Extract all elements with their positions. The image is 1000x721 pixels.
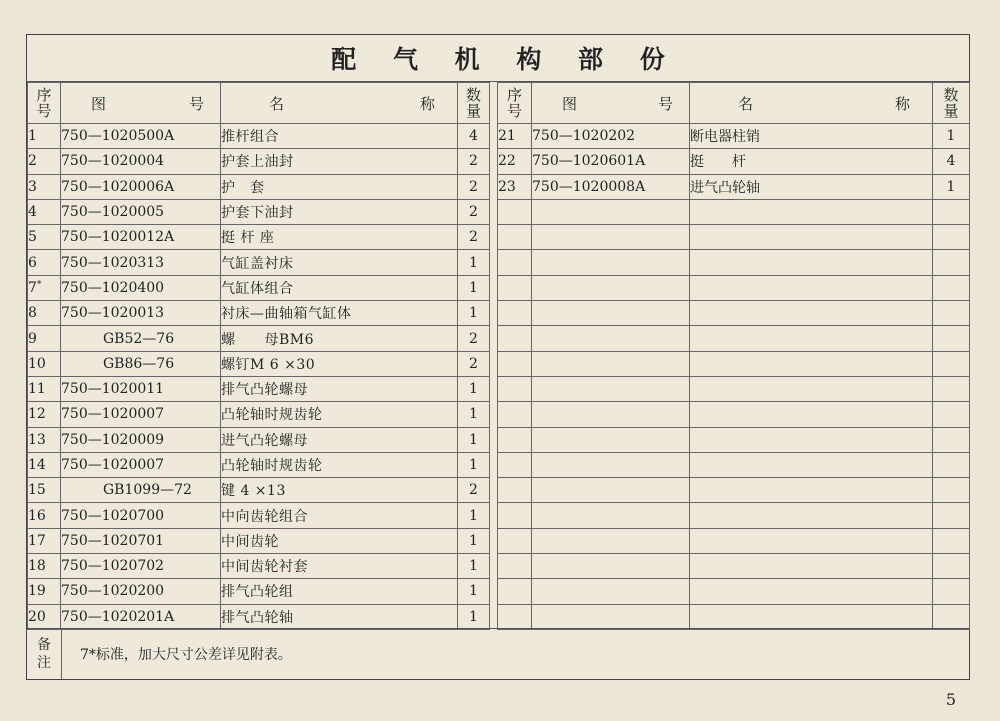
column-gap [490,604,498,629]
part-qty: 1 [458,528,490,553]
empty-cell [933,503,970,528]
part-code: 750—1020009 [61,427,221,452]
part-name: 气缸盖衬床 [221,250,458,275]
table-row [28,124,970,149]
empty-cell [532,528,690,553]
part-name: 凸轮轴时规齿轮 [221,452,458,477]
table-row [28,528,970,553]
row-number: 6 [28,250,61,275]
empty-cell [532,351,690,376]
table-row [28,427,970,452]
empty-cell [933,275,970,300]
row-number: 11 [28,376,61,401]
column-gap [490,199,498,224]
table-row [28,275,970,300]
table-row [28,174,970,199]
part-qty: 2 [458,225,490,250]
part-qty: 1 [458,301,490,326]
part-name: 中间齿轮 [221,528,458,553]
part-code: 750—1020201A [61,604,221,629]
part-name: 螺钉M 6 ×30 [221,351,458,376]
empty-cell [933,326,970,351]
part-qty: 2 [458,326,490,351]
table-row [28,326,970,351]
part-code: 750—1020007 [61,452,221,477]
empty-cell [690,452,933,477]
row-number: 14 [28,452,61,477]
empty-cell [498,225,532,250]
empty-cell [690,376,933,401]
empty-cell [498,554,532,579]
title-row [27,35,969,82]
notes-label: 备 注 [27,629,62,679]
empty-cell [532,478,690,503]
part-name: 中向齿轮组合 [221,503,458,528]
empty-cell [498,503,532,528]
table-row [28,503,970,528]
part-code: GB52—76 [61,326,221,351]
header-name-right: 名 称 [690,83,933,124]
part-qty: 4 [458,124,490,149]
row-number: 20 [28,604,61,629]
header-no-right: 序 号 [498,83,532,124]
empty-cell [532,427,690,452]
empty-cell [690,528,933,553]
empty-cell [498,376,532,401]
part-code: 750—1020011 [61,376,221,401]
part-qty: 1 [458,376,490,401]
part-name: 排气凸轮组 [221,579,458,604]
part-code: GB86—76 [61,351,221,376]
part-name: 螺 母BM6 [221,326,458,351]
part-name: 进气凸轮螺母 [221,427,458,452]
empty-cell [690,275,933,300]
column-gap [490,528,498,553]
empty-cell [532,225,690,250]
part-code: 750—1020701 [61,528,221,553]
header-qty-right: 数 量 [933,83,970,124]
part-code: 750—1020601A [532,149,690,174]
part-code: 750—1020005 [61,199,221,224]
row-number-mark: * [36,279,42,290]
empty-cell [933,199,970,224]
column-gap [490,174,498,199]
part-name: 护套上油封 [221,149,458,174]
row-number: 13 [28,427,61,452]
empty-cell [532,326,690,351]
part-qty: 2 [458,478,490,503]
part-qty: 1 [458,579,490,604]
table-row [28,554,970,579]
header-name: 名 称 [221,83,458,124]
column-gap [490,83,498,124]
empty-cell [933,250,970,275]
empty-cell [690,225,933,250]
empty-cell [498,528,532,553]
empty-cell [690,351,933,376]
part-qty: 4 [933,149,970,174]
part-name: 挺 杆 [690,149,933,174]
part-name: 键 4 ×13 [221,478,458,503]
empty-cell [933,478,970,503]
row-number: 22 [498,149,532,174]
table-row [28,376,970,401]
part-qty: 2 [458,351,490,376]
empty-cell [690,478,933,503]
row-number: 7* [28,275,61,300]
empty-cell [532,554,690,579]
empty-cell [498,478,532,503]
column-gap [490,124,498,149]
column-gap [490,402,498,427]
column-gap [490,478,498,503]
column-gap [490,275,498,300]
empty-cell [690,554,933,579]
part-name: 护 套 [221,174,458,199]
row-number: 15 [28,478,61,503]
part-qty: 1 [458,427,490,452]
empty-cell [690,503,933,528]
empty-cell [498,579,532,604]
part-qty: 1 [458,604,490,629]
part-code: 750—1020313 [61,250,221,275]
header-code-right: 图 号 [532,83,690,124]
table-row [28,579,970,604]
row-number: 8 [28,301,61,326]
empty-cell [690,250,933,275]
column-gap [490,376,498,401]
empty-cell [933,402,970,427]
table-row [28,351,970,376]
part-code: 750—1020012A [61,225,221,250]
part-qty: 1 [933,174,970,199]
empty-cell [532,452,690,477]
column-gap [490,503,498,528]
empty-cell [690,579,933,604]
part-code: 750—1020007 [61,402,221,427]
header-qty: 数 量 [458,83,490,124]
empty-cell [498,275,532,300]
row-number: 3 [28,174,61,199]
part-name: 中间齿轮衬套 [221,554,458,579]
empty-cell [690,604,933,629]
row-number: 16 [28,503,61,528]
row-number: 12 [28,402,61,427]
parts-table [27,82,970,630]
empty-cell [498,351,532,376]
row-number: 1 [28,124,61,149]
part-qty: 2 [458,149,490,174]
empty-cell [498,427,532,452]
notes-text: 7*标准，加大尺寸公差详见附表。 [80,647,292,663]
row-number: 19 [28,579,61,604]
part-code: 750—1020200 [61,579,221,604]
column-gap [490,579,498,604]
empty-cell [498,250,532,275]
table-row [28,402,970,427]
column-gap [490,554,498,579]
row-number: 23 [498,174,532,199]
parts-sheet [26,34,970,680]
part-qty: 1 [458,554,490,579]
empty-cell [532,275,690,300]
header-no: 序 号 [28,83,61,124]
part-qty: 1 [458,503,490,528]
column-gap [490,149,498,174]
part-code: 750—1020006A [61,174,221,199]
row-number: 10 [28,351,61,376]
row-number: 5 [28,225,61,250]
empty-cell [933,452,970,477]
column-gap [490,427,498,452]
part-qty: 1 [458,250,490,275]
part-code: 750—1020702 [61,554,221,579]
table-row [28,225,970,250]
part-qty: 1 [458,452,490,477]
empty-cell [532,250,690,275]
column-gap [490,225,498,250]
empty-cell [933,225,970,250]
empty-cell [690,402,933,427]
header-row [28,83,970,124]
row-number: 2 [28,149,61,174]
part-qty: 1 [458,402,490,427]
row-number: 4 [28,199,61,224]
part-code: 750—1020700 [61,503,221,528]
part-name: 凸轮轴时规齿轮 [221,402,458,427]
table-row [28,604,970,629]
part-qty: 1 [458,275,490,300]
column-gap [490,351,498,376]
empty-cell [532,604,690,629]
empty-cell [933,351,970,376]
part-name: 衬床—曲轴箱气缸体 [221,301,458,326]
row-number: 18 [28,554,61,579]
row-number: 21 [498,124,532,149]
part-code: 750—1020202 [532,124,690,149]
empty-cell [532,199,690,224]
part-qty: 1 [933,124,970,149]
part-code: 750—1020500A [61,124,221,149]
row-number: 17 [28,528,61,553]
empty-cell [498,301,532,326]
part-code: 750—1020004 [61,149,221,174]
empty-cell [933,528,970,553]
part-code: 750—1020400 [61,275,221,300]
empty-cell [933,604,970,629]
part-code: 750—1020013 [61,301,221,326]
page-number: 5 [945,690,956,709]
table-row [28,301,970,326]
table-row [28,250,970,275]
notes-row [27,628,969,679]
empty-cell [532,579,690,604]
column-gap [490,452,498,477]
empty-cell [498,199,532,224]
part-name: 排气凸轮轴 [221,604,458,629]
part-qty: 2 [458,199,490,224]
empty-cell [532,376,690,401]
table-row [28,199,970,224]
empty-cell [690,326,933,351]
empty-cell [933,579,970,604]
empty-cell [933,376,970,401]
empty-cell [532,402,690,427]
part-name: 护套下油封 [221,199,458,224]
column-gap [490,301,498,326]
part-code: 750—1020008A [532,174,690,199]
empty-cell [690,301,933,326]
part-qty: 2 [458,174,490,199]
table-row [28,452,970,477]
empty-cell [498,452,532,477]
empty-cell [933,301,970,326]
empty-cell [498,604,532,629]
page-title: 配 气 机 构 部 份 [331,45,679,74]
part-name: 推杆组合 [221,124,458,149]
part-name: 挺 杆 座 [221,225,458,250]
empty-cell [532,301,690,326]
part-name: 进气凸轮轴 [690,174,933,199]
empty-cell [690,199,933,224]
empty-cell [690,427,933,452]
column-gap [490,250,498,275]
part-code: GB1099—72 [61,478,221,503]
empty-cell [498,326,532,351]
empty-cell [532,503,690,528]
part-name: 排气凸轮螺母 [221,376,458,401]
header-code: 图 号 [61,83,221,124]
part-name: 气缸体组合 [221,275,458,300]
part-name: 断电器柱销 [690,124,933,149]
column-gap [490,326,498,351]
table-row [28,149,970,174]
table-row [28,478,970,503]
empty-cell [933,554,970,579]
empty-cell [498,402,532,427]
empty-cell [933,427,970,452]
row-number: 9 [28,326,61,351]
